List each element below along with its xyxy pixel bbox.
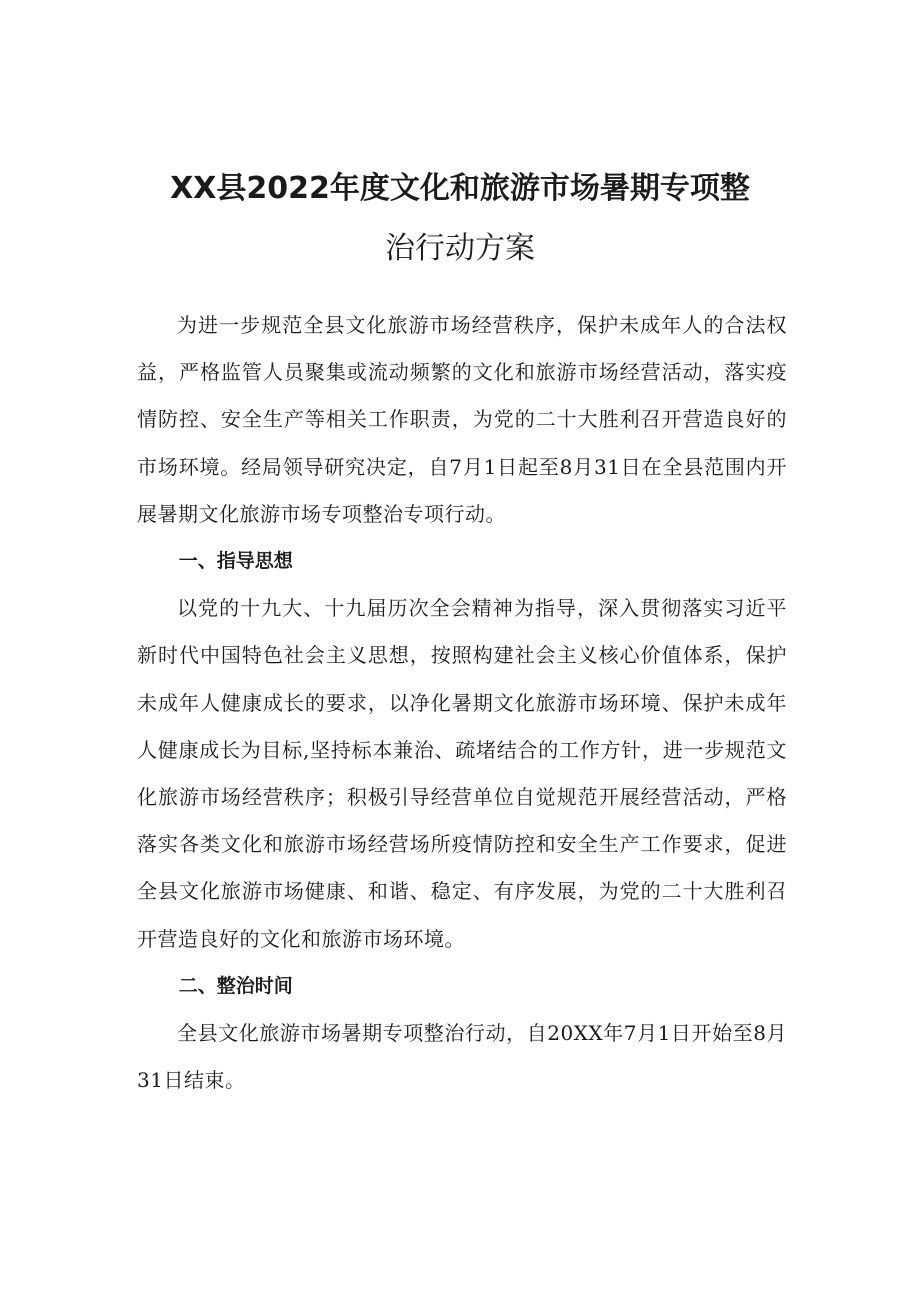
intro-paragraph: 为进一步规范全县文化旅游市场经营秩序，保护未成年人的合法权益，严格监管人员聚集或流动频繁的文化和旅游市场经营活动，落实疫情防控、安全生产等相关工作职责，为党的二十大胜利召开营造良好的市场环境。经局领导研究决定，自7月1日起至8月31日在全县范围内开展暑期文化旅游市场专项整治专项行动。	[137, 313, 787, 526]
section-heading-guiding-ideology: 一、指导思想	[178, 550, 293, 573]
section-heading-rectification-period: 二、整治时间	[178, 974, 293, 997]
section-paragraph-rectification-period: 全县文化旅游市场暑期专项整治行动，自20XX年7月1日开始至8月31日结束。	[137, 1021, 787, 1093]
document-title-line-2: 治行动方案	[385, 231, 535, 266]
document-title-line-1: XX县2022年度文化和旅游市场暑期专项整	[170, 171, 750, 206]
section-paragraph-guiding-ideology: 以党的十九大、十九届历次全会精神为指导，深入贯彻落实习近平新时代中国特色社会主义思想，按照构建社会主义核心价值体系，保护未成年人健康成长的要求，以净化暑期文化旅游市场环境、保护未成年人健康成长为目标,坚持标本兼治、疏堵结合的工作方针，进一步规范文化旅游市场经营秩序；积极引导经营单位自觉规范开展经营活动，严格落实各类文化和旅游市场经营场所疫情防控和安全生产工作要求，促进全县文化旅游市场健康、和谐、稳定、有序发展，为党的二十大胜利召开营造良好的文化和旅游市场环境。	[137, 596, 787, 951]
document-body	[137, 302, 787, 1104]
